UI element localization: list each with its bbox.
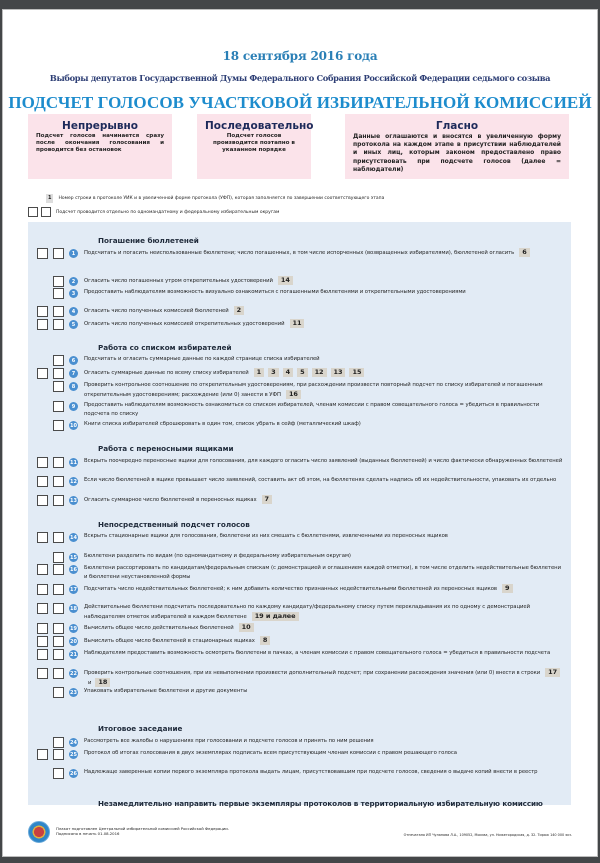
step-text: Огласить суммарные данные по всему списку избирателей [84, 370, 249, 376]
checkbox-single-mandate[interactable] [37, 668, 48, 679]
footer-publisher-line: Плакат подготовлен Центральной избирательной комиссией Российской Федерации. [56, 826, 229, 831]
step-number-badge: 14 [70, 534, 77, 541]
checkbox-federal[interactable] [53, 457, 64, 468]
checkbox-federal[interactable] [53, 584, 64, 595]
step-number-badge: 9 [69, 402, 78, 411]
checkbox-federal[interactable] [53, 306, 64, 317]
step-number-badge: 12 [70, 478, 77, 485]
checkbox-single-mandate[interactable] [37, 649, 48, 660]
step-text: Протокол об итогах голосования в двух экземплярах подписать всем присутствующим членам комиссии с правом решающего голоса [84, 750, 457, 756]
protocol-line-chip: 12 [312, 368, 327, 377]
checkbox-federal[interactable] [53, 687, 64, 698]
checkbox[interactable] [41, 207, 51, 217]
step-text-block [84, 584, 564, 594]
step-number-badge: 24 [70, 739, 77, 746]
checkbox-single-mandate[interactable] [37, 623, 48, 634]
checkbox-federal[interactable] [53, 564, 64, 575]
checkbox-federal[interactable] [53, 623, 64, 634]
checkbox-federal[interactable] [53, 276, 64, 287]
step-text: Бюллетени разделить по видам (по одномандатному и федеральному избирательным округам) [84, 553, 351, 559]
principle-heading: Последовательно [205, 120, 314, 132]
protocol-line-chip: 15 [349, 368, 364, 377]
step-text-block [84, 687, 564, 696]
protocol-line-chip: 19 и далее [252, 612, 299, 621]
footer-print-date: Подписано в печать 01.08.2016 [56, 831, 120, 836]
step-text-block [84, 749, 564, 758]
checkbox-federal[interactable] [53, 401, 64, 412]
footer-printer: Отпечатано ИП Чуланова Л.А., 109052, Москва, ул. Нижегородская, д. 32. Тираж 140 000 экз. [403, 833, 572, 837]
principle-text: Данные оглашаются и вносятся в увеличенную форму протокола на каждом этапе в присутствии наблюдателей и иных лиц, которым законом предоставлено право присутствовать при подсчете голосов (далее = наблюдатели) [353, 133, 561, 173]
checkbox-single-mandate[interactable] [37, 495, 48, 506]
checkbox-federal[interactable] [53, 248, 64, 259]
step-text-block [84, 649, 564, 658]
cec-emblem-icon [28, 821, 50, 843]
checkbox-federal[interactable] [53, 603, 64, 614]
step-text-block [84, 636, 564, 646]
step-text: Огласить число полученных комиссией открепительных удостоверений [84, 321, 285, 327]
step-text-block [84, 288, 564, 297]
step-text: Действительные бюллетени подсчитать последовательно по каждому кандидату/федеральному списку путем перекладывания их по одному с демонстрацией наблюдателям отметок избирателей в каждом бюллетене [84, 604, 531, 620]
checkbox-single-mandate[interactable] [37, 584, 48, 595]
step-text: Бюллетени рассортировать по кандидатам/федеральным спискам (с демонстрацией и оглашением каждой отметки), в том числе отделить недействительные бюллетени и бюллетени неустановленной формы [84, 565, 561, 580]
section-title: Погашение бюллетеней [98, 236, 199, 245]
checkbox-federal[interactable] [53, 495, 64, 506]
step-number-badge: 18 [70, 605, 77, 612]
protocol-line-chip: 16 [286, 390, 301, 399]
step-text-block [84, 401, 564, 419]
step-text: Огласить суммарное число бюллетеней в переносных ящиках [84, 497, 257, 503]
step-text: Наблюдателям предоставить возможность осмотреть бюллетени в пачках, а членам комиссии с правом совещательного голоса = убедиться в правильности подсчета [84, 650, 551, 656]
step-number-badge: 19 [70, 625, 77, 632]
step-text-block [84, 276, 564, 286]
poster-title: ПОДСЧЕТ ГОЛОСОВ УЧАСТКОВОЙ ИЗБИРАТЕЛЬНОЙ КОМИССИЕЙ [8, 93, 592, 112]
line-number-chip: 1 [48, 195, 52, 201]
step-text-block [84, 623, 564, 633]
checkbox[interactable] [28, 207, 38, 217]
election-subtitle: Выборы депутатов Государственной Думы Федерального Собрания Российской Федерации седьмого созыва [49, 73, 551, 83]
step-text-block [84, 737, 564, 746]
step-text-block [84, 457, 564, 466]
checkbox-federal[interactable] [53, 368, 64, 379]
step-number-badge: 1 [69, 249, 78, 258]
section-title: Работа со списком избирателей [98, 343, 232, 352]
step-text: Вскрыть поочередно переносные ящики для голосования, для каждого огласить число заявлений (выданных бюллетеней) и число фактически обнаруженных бюллетеней [84, 458, 563, 464]
step-text-block [84, 355, 564, 364]
step-text: Книги списка избирателей сброшюровать в один том, список убрать в сейф (металлический шкаф) [84, 421, 361, 427]
protocol-line-chip: 7 [262, 495, 272, 504]
legend-line-number [28, 194, 384, 203]
checklist-panel [28, 222, 571, 808]
step-text: Подсчитать и погасить неиспользованные бюллетени; число погашенных, в том числе испорченных (возвращенных избирателями), бюллетеней огласить [84, 250, 515, 256]
step-number-badge: 8 [69, 382, 78, 391]
step-number-badge: 22 [70, 670, 77, 677]
principle-text: Подсчет голосов производится поэтапно в указанном порядке [213, 133, 295, 153]
section-title: Непосредственный подсчет голосов [98, 520, 250, 529]
chip-joiner: и [88, 680, 92, 686]
step-text-block [84, 306, 564, 316]
principle-public [345, 114, 569, 179]
final-instruction: Незамедлительно направить первые экземпляры протоколов в территориальную избирательную комиссию [98, 799, 543, 808]
step-text-block [84, 768, 564, 777]
protocol-line-chip: 9 [502, 584, 512, 593]
checkbox-single-mandate[interactable] [37, 532, 48, 543]
step-number-badge: 5 [69, 320, 78, 329]
step-text-block [84, 552, 564, 561]
step-text: Предоставить наблюдателям возможность визуально ознакомиться с погашенными бюллетенями и открепительными удостоверениями [84, 289, 466, 295]
checkbox-federal[interactable] [53, 476, 64, 487]
checkbox-federal[interactable] [53, 668, 64, 679]
principle-text: Подсчет голосов начинается сразу после окончания голосования и проводится без остановок [36, 133, 164, 153]
step-text-block [84, 381, 564, 400]
step-number-badge: 6 [69, 356, 78, 365]
section-title: Итоговое заседание [98, 724, 183, 733]
principle-heading: Непрерывно [62, 120, 138, 132]
principle-sequential [197, 114, 314, 179]
legend-text: Подсчет проводится отдельно по одномандатному и федеральному избирательным округам [56, 209, 280, 215]
checkbox-single-mandate[interactable] [37, 457, 48, 468]
step-text: Огласить число погашенных утром открепительных удостоверений [84, 278, 273, 284]
step-text-block [84, 476, 564, 485]
checkbox-federal[interactable] [53, 288, 64, 299]
step-text-block [84, 603, 564, 622]
protocol-line-chip: 1 [254, 368, 264, 377]
checkbox-federal[interactable] [53, 749, 64, 760]
checkbox-federal[interactable] [53, 649, 64, 660]
protocol-line-chip: 18 [95, 678, 110, 687]
checkbox-single-mandate[interactable] [37, 319, 48, 330]
step-text-block [84, 319, 564, 329]
section-title: Работа с переносными ящиками [98, 444, 234, 453]
checkbox-federal[interactable] [53, 420, 64, 431]
checkbox-federal[interactable] [53, 381, 64, 392]
step-number-badge: 4 [69, 307, 78, 316]
step-text: Вычислить общее число бюллетеней в стационарных ящиках [84, 638, 255, 644]
checkbox-federal[interactable] [53, 319, 64, 330]
step-number-badge: 17 [70, 586, 77, 593]
principle-heading: Гласно [435, 120, 479, 132]
checkbox-federal[interactable] [53, 552, 64, 563]
checkbox-federal[interactable] [53, 636, 64, 647]
checkbox-federal[interactable] [53, 768, 64, 779]
step-number-badge: 25 [70, 751, 77, 758]
footer-publisher [56, 826, 229, 836]
step-text: Огласить число полученных комиссией бюллетеней [84, 308, 229, 314]
checkbox-federal[interactable] [53, 532, 64, 543]
protocol-line-chip: 13 [331, 368, 346, 377]
step-text-block [84, 668, 564, 688]
step-text-block [84, 420, 564, 429]
protocol-line-chip: 6 [519, 248, 529, 257]
step-number-badge: 26 [70, 770, 77, 777]
principle-continuous [28, 114, 172, 179]
step-text-block [84, 368, 564, 378]
step-number-badge: 15 [70, 554, 77, 561]
checkbox-single-mandate[interactable] [37, 368, 48, 379]
step-text-block [84, 248, 564, 258]
checkbox-single-mandate[interactable] [37, 749, 48, 760]
step-text: Проверить контрольное соотношение по открепительным удостоверениям, при расхождении произвести повторный подсчет по списку избирателей и погашенным открепительным удостоверениям; расхождение (или 0) занести в УФП [84, 382, 543, 398]
protocol-line-chip: 11 [290, 319, 305, 328]
checkbox-single-mandate[interactable] [37, 564, 48, 575]
protocol-line-chip: 10 [239, 623, 254, 632]
step-number-badge: 2 [69, 277, 78, 286]
protocol-line-chip: 4 [283, 368, 293, 377]
step-text: Предоставить наблюдателям возможность ознакомиться со списком избирателей, членам комиссии с правом совещательного голоса = убедиться в правильности подсчета по списку [84, 402, 540, 417]
step-text: Упаковать избирательные бюллетени и другие документы [84, 688, 248, 694]
step-number-badge: 7 [69, 369, 78, 378]
step-number-badge: 16 [70, 566, 77, 573]
protocol-line-chip: 5 [297, 368, 307, 377]
checkbox-single-mandate[interactable] [37, 476, 48, 487]
step-text-block [84, 532, 564, 541]
protocol-line-chip: 3 [268, 368, 278, 377]
step-text: Подсчитать число недействительных бюллетеней; к ним добавить количество признанных недействительными бюллетеней из переносных ящиков [84, 586, 498, 592]
step-number-badge: 11 [70, 459, 77, 466]
step-number-badge: 23 [70, 689, 77, 696]
checkbox-single-mandate[interactable] [37, 248, 48, 259]
checkbox-single-mandate[interactable] [37, 306, 48, 317]
step-number-badge: 10 [70, 422, 77, 429]
step-text: Подсчитать и огласить суммарные данные по каждой странице списка избирателей [84, 356, 320, 362]
checkbox-federal[interactable] [53, 737, 64, 748]
step-text-block [84, 564, 564, 582]
step-text: Рассмотреть все жалобы о нарушениях при голосовании и подсчете голосов и принять по ним решения [84, 738, 374, 744]
protocol-line-chip: 17 [545, 668, 560, 677]
step-number-badge: 21 [70, 651, 77, 658]
step-number-badge: 20 [70, 638, 77, 645]
step-text: Вычислить общее число действительных бюллетеней [84, 625, 234, 631]
protocol-line-chip: 8 [260, 636, 270, 645]
legend-text: Номер строки в протоколе УИК и в увеличенной форме протокола (УФП), которая заполняется по завершении соответствующего этапа [58, 196, 385, 201]
step-text: Вскрыть стационарные ящики для голосования, бюллетени из них смешать с бюллетенями, извлеченными из переносных ящиков [84, 533, 448, 539]
step-text: Надлежаще заверенные копии первого экземпляра протокола выдать лицам, присутствовавшим при подсчете голосов, сведения о выдаче копий внести в реестр [84, 769, 538, 775]
protocol-line-chip: 14 [278, 276, 293, 285]
checkbox-single-mandate[interactable] [37, 603, 48, 614]
protocol-line-chip: 2 [234, 306, 244, 315]
step-text: Проверить контрольные соотношения, при их невыполнении произвести дополнительный подсчет; при сохранении расхождения значения (или 0) внести в строки [84, 670, 541, 676]
step-number-badge: 3 [69, 289, 78, 298]
step-text: Если число бюллетеней в ящике превышает число заявлений, составить акт об этом, на бюллетенях сделать надпись об их недействительности, упаковать их отдельно [84, 477, 557, 483]
step-text-block [84, 495, 564, 505]
election-date: 18 сентября 2016 года [222, 49, 378, 63]
checkbox-single-mandate[interactable] [37, 636, 48, 647]
step-number-badge: 13 [70, 497, 77, 504]
checkbox-federal[interactable] [53, 355, 64, 366]
legend-double-checkbox [28, 207, 279, 217]
